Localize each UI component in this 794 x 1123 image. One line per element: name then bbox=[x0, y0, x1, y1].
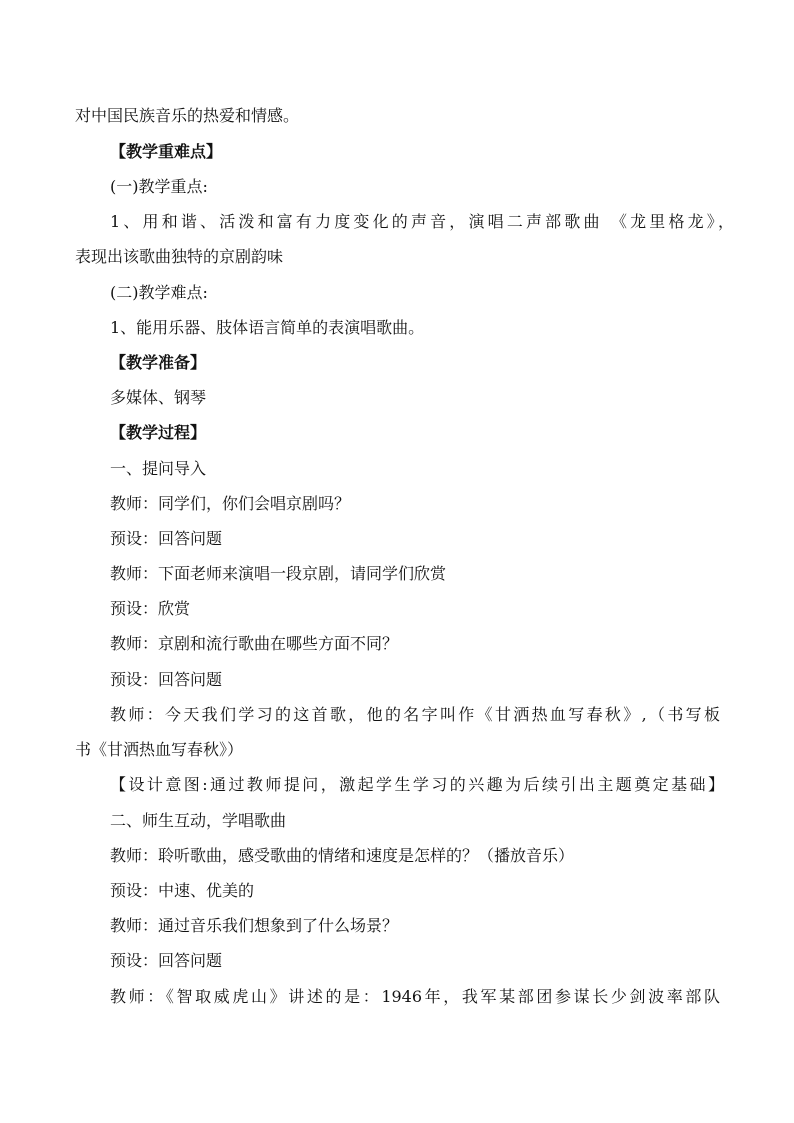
section-heading: 【教学过程】 bbox=[110, 423, 207, 442]
paragraph-line: 1、用和谐、活泼和富有力度变化的声音，演唱二声部歌曲 《龙里格龙》， bbox=[110, 212, 734, 231]
subheading: (二)教学难点: bbox=[110, 283, 208, 302]
dialogue-line: 教师：通过音乐我们想象到了什么场景？ bbox=[110, 916, 399, 935]
dialogue-line: 教师：今天我们学习的这首歌，他的名字叫作《甘洒热血写春秋》,（书写板 bbox=[110, 705, 720, 724]
dialogue-line: 教师：同学们，你们会唱京剧吗？ bbox=[110, 494, 351, 513]
dialogue-line: 预设：回答问题 bbox=[110, 670, 223, 689]
dialogue-line: 教师：京剧和流行歌曲在哪些方面不同？ bbox=[110, 634, 399, 653]
dialogue-line: 书《甘洒热血写春秋》） bbox=[75, 740, 244, 759]
dialogue-line: 预设：回答问题 bbox=[110, 529, 223, 548]
paragraph-line: 1、能用乐器、肢体语言简单的表演唱歌曲。 bbox=[110, 318, 425, 337]
section-heading: 【教学重难点】 bbox=[110, 142, 223, 161]
design-intent-note: 【设计意图:通过教师提问，激起学生学习的兴趣为后续引出主题奠定基础】 bbox=[110, 775, 724, 794]
subheading: 二、师生互动，学唱歌曲 bbox=[110, 811, 287, 830]
dialogue-line: 预设：回答问题 bbox=[110, 951, 223, 970]
dialogue-line: 教师：《智取威虎山》讲述的是：1946年，我军某部团参谋长少剑波率部队 bbox=[110, 987, 720, 1006]
dialogue-line: 预设：中速、优美的 bbox=[110, 881, 255, 900]
paragraph-line: 表现出该歌曲独特的京剧韵味 bbox=[75, 247, 284, 266]
paragraph-line: 多媒体、钢琴 bbox=[110, 388, 207, 407]
dialogue-line: 教师：聆听歌曲，感受歌曲的情绪和速度是怎样的？（播放音乐） bbox=[110, 846, 575, 865]
subheading: 一、提问导入 bbox=[110, 459, 207, 478]
paragraph-line: 对中国民族音乐的热爱和情感。 bbox=[75, 106, 300, 125]
dialogue-line: 预设：欣赏 bbox=[110, 599, 191, 618]
section-heading: 【教学准备】 bbox=[110, 353, 207, 372]
subheading: (一)教学重点: bbox=[110, 177, 208, 196]
dialogue-line: 教师：下面老师来演唱一段京剧，请同学们欣赏 bbox=[110, 564, 447, 583]
